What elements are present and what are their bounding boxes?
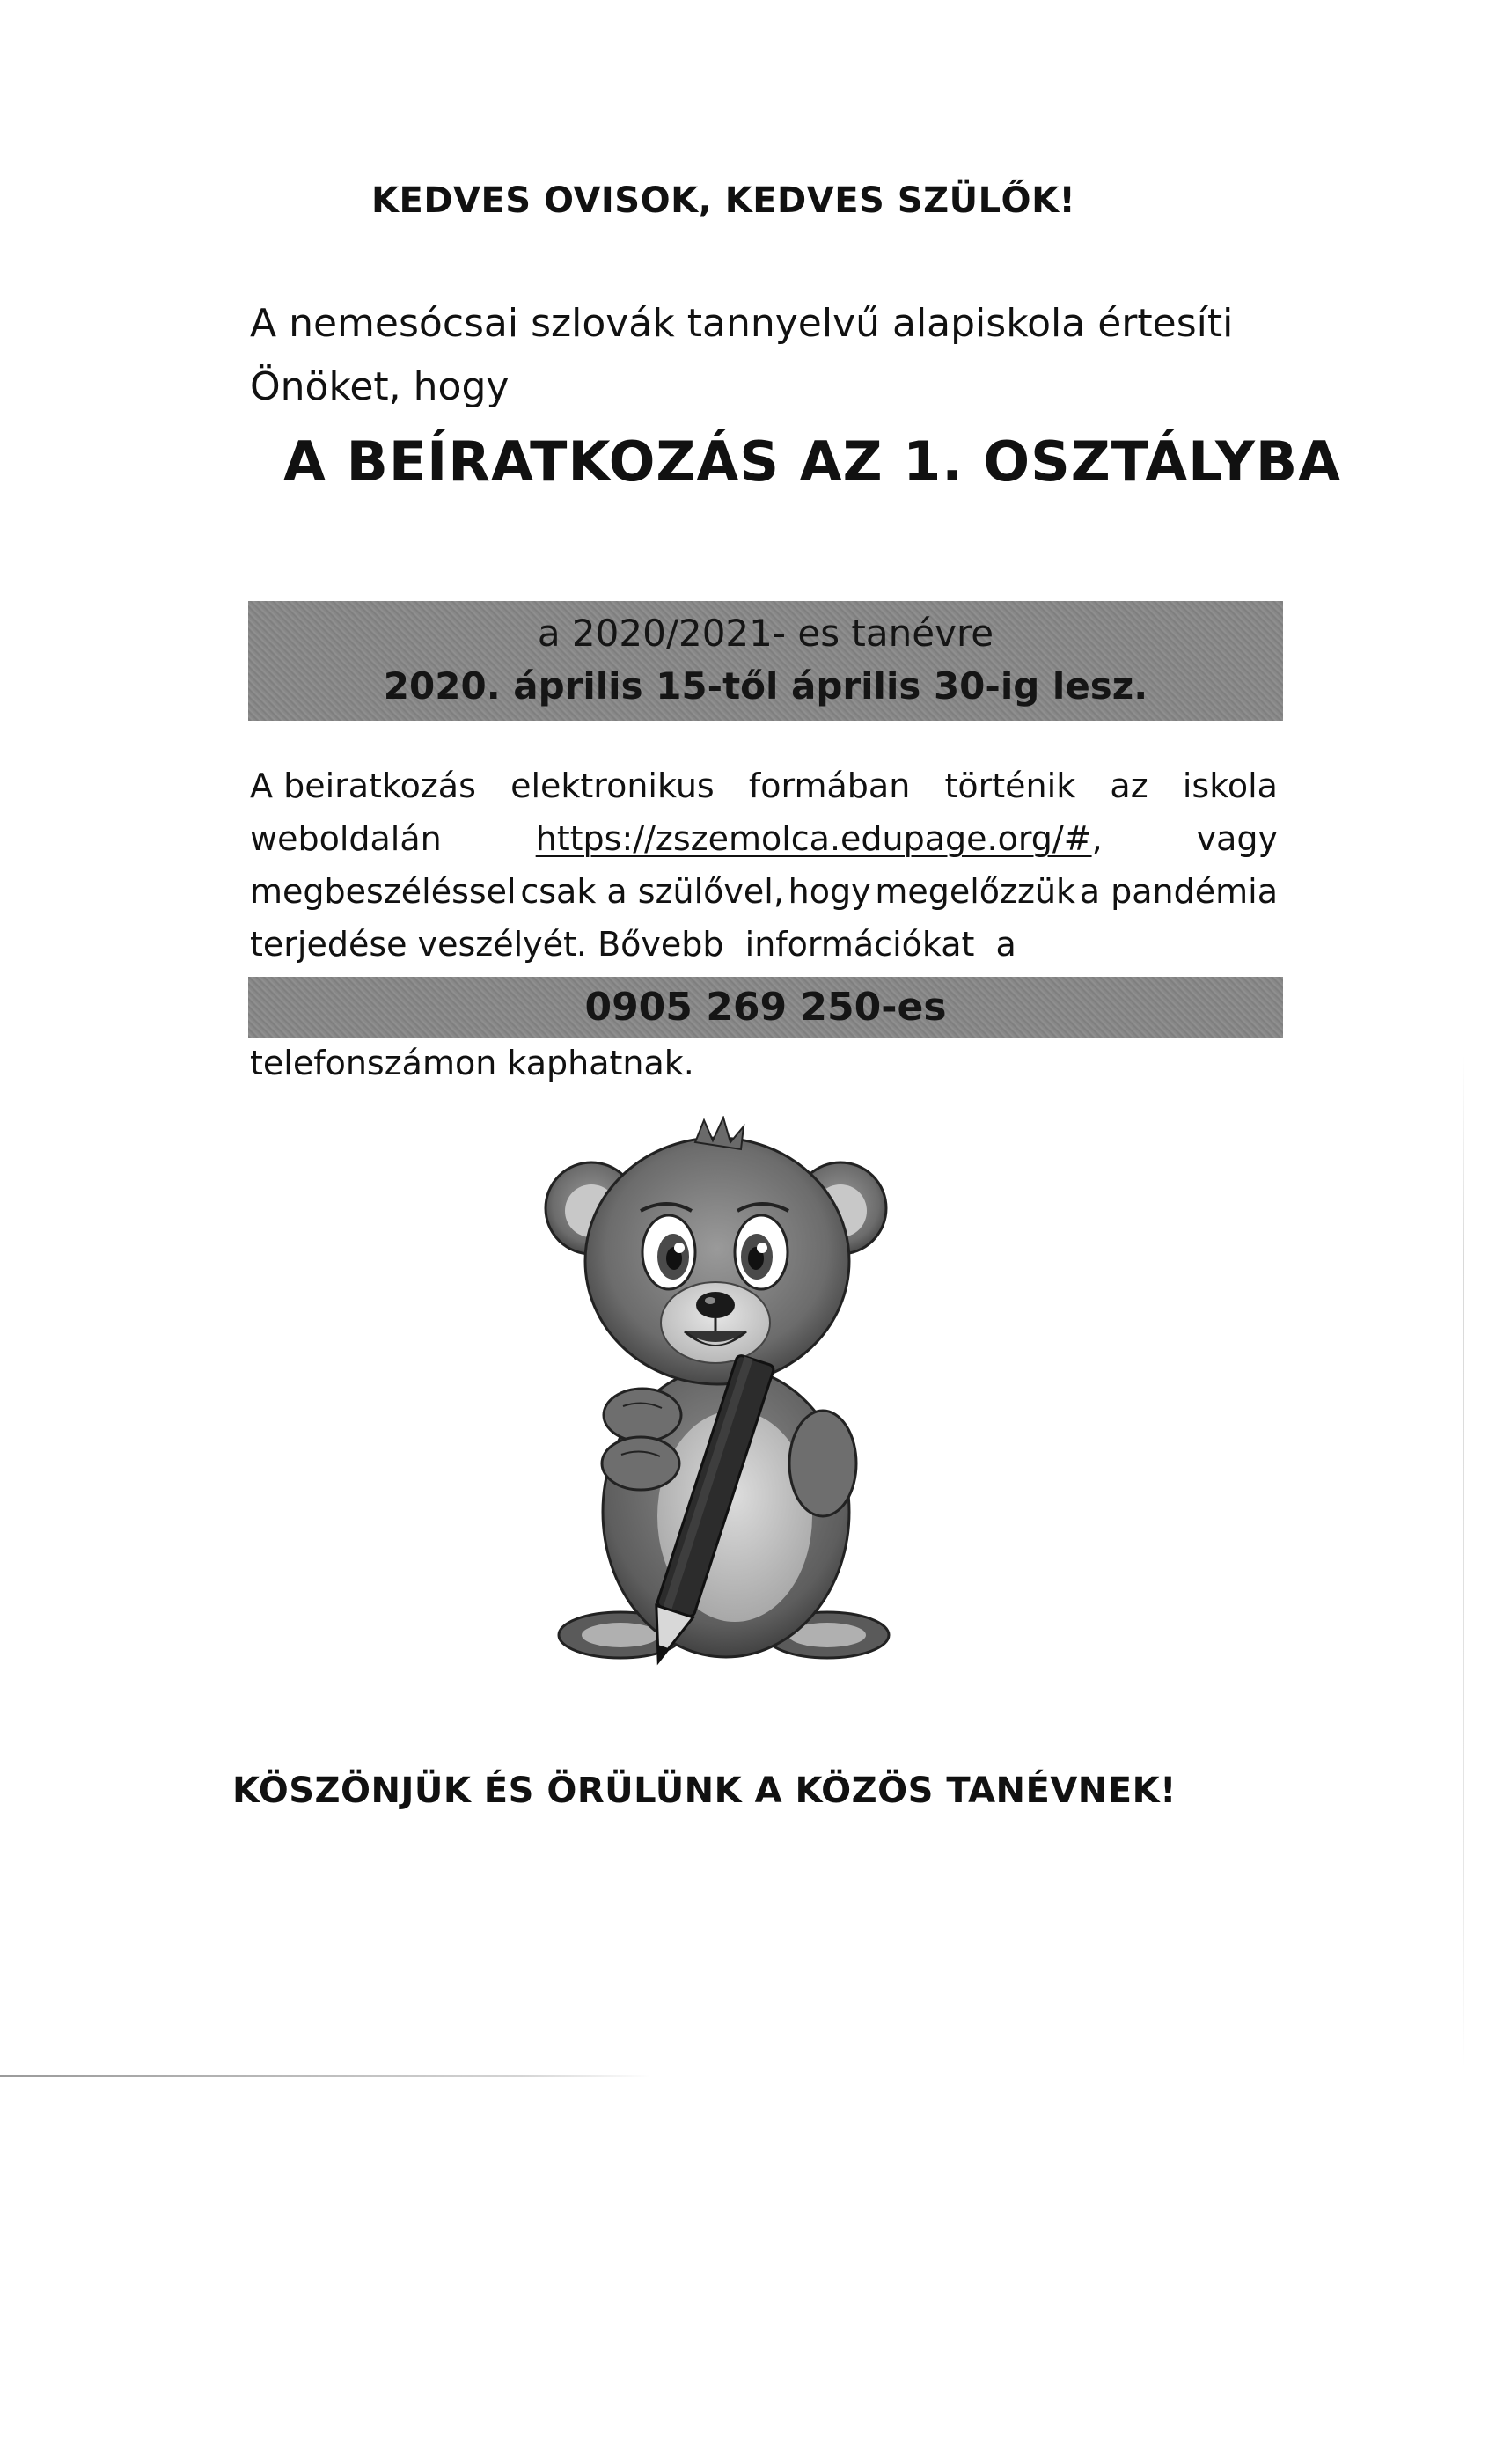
scan-edge-line — [0, 2075, 651, 2077]
body-word: terjedése veszélyét. Bővebb információkat a — [250, 925, 1016, 964]
body-word: a pandémia — [1079, 872, 1278, 911]
body-word: vagy — [1196, 819, 1278, 858]
intro-paragraph — [250, 292, 1271, 419]
scan-edge-line-vertical — [1463, 1056, 1464, 2068]
enrollment-dates-text: 2020. április 15-től április 30-ig lesz. — [383, 664, 1148, 708]
body-word: A beiratkozás — [250, 766, 476, 805]
body-word: iskola — [1182, 766, 1278, 805]
school-website-link[interactable]: https://zszemolca.edupage.org/# — [535, 819, 1092, 858]
body-line — [250, 812, 1278, 865]
body-word: csak a szülővel, — [520, 872, 784, 911]
body-line — [250, 865, 1278, 918]
body-word: weboldalán — [250, 819, 442, 858]
intro-line: Önöket, hogy — [250, 364, 510, 409]
body-word: hogy — [788, 872, 871, 911]
schedule-highlight-box — [248, 601, 1283, 721]
closing-message: KÖSZÖNJÜK ÉS ÖRÜLÜNK A KÖZÖS TANÉVNEK! — [232, 1771, 1177, 1811]
body-line — [250, 759, 1278, 812]
body-line — [250, 918, 1278, 971]
body-comma: , — [1091, 819, 1103, 858]
body-word: megbeszéléssel — [250, 872, 517, 911]
body-word: történik — [944, 766, 1076, 805]
school-website-link-wrap — [536, 812, 1103, 865]
body-word: formában — [748, 766, 911, 805]
enrollment-headline: A BEÍRATKOZÁS AZ 1. OSZTÁLYBA — [283, 429, 1342, 494]
body-word: megelőzzük — [875, 872, 1076, 911]
body-word: az — [1110, 766, 1148, 805]
phone-number: 0905 269 250-es — [584, 985, 947, 1030]
intro-line: A nemesócsai szlovák tannyelvű alapiskola értesíti — [250, 301, 1234, 346]
phone-caption: telefonszámon kaphatnak. — [250, 1044, 694, 1082]
body-paragraph — [250, 759, 1278, 971]
school-year-text: a 2020/2021- es tanévre — [537, 612, 994, 655]
greeting-heading: KEDVES OVISOK, KEDVES SZÜLŐK! — [371, 180, 1076, 221]
phone-highlight-box — [248, 977, 1283, 1038]
bear-with-pencil-icon — [537, 1116, 906, 1697]
body-word: elektronikus — [510, 766, 715, 805]
